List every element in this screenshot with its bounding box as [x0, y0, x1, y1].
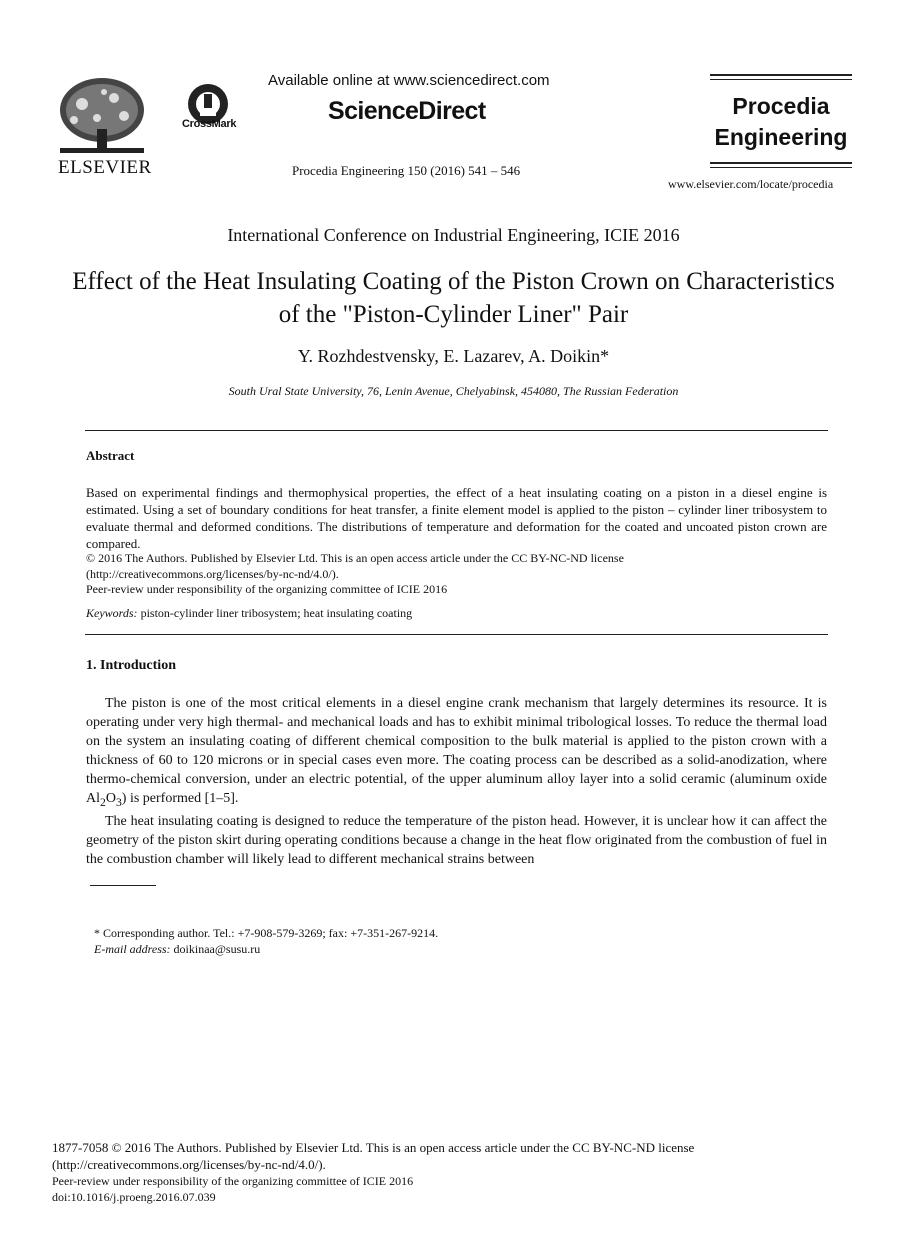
- intro-paragraph-2: The heat insulating coating is designed to reduce the temperature of the piston head. However, it is unclear how it can affect the geometry of the piston skirt during operating conditions because a change in the heat flow originated from the combustion of fuel in the combustion chamber will likely lead to different mechanical strains between: [86, 813, 827, 867]
- journal-url-link[interactable]: www.elsevier.com/locate/procedia: [668, 177, 834, 191]
- author-affiliation: South Ural State University, 76, Lenin Avenue, Chelyabinsk, 454080, The Russian Federation: [228, 384, 679, 398]
- keywords: [86, 606, 412, 621]
- license-link[interactable]: (http://creativecommons.org/licenses/by-nc-nd/4.0/).: [86, 567, 339, 581]
- footer-issn-license: 1877-7058 © 2016 The Authors. Published by Elsevier Ltd. This is an open access article under the CC BY-NC-ND license: [52, 1140, 695, 1155]
- footnote-rule: [90, 885, 156, 886]
- corresponding-author-note: * Corresponding author. Tel.: +7-908-579-3269; fax: +7-351-267-9214.: [94, 926, 439, 940]
- footer-peer-review: Peer-review under responsibility of the organizing committee of ICIE 2016: [52, 1174, 414, 1188]
- journal-name-line2: Engineering: [714, 124, 848, 150]
- crossmark-label: CrossMark: [182, 118, 237, 130]
- intro-paragraph-1: The piston is one of the most critical elements in a diesel engine crank mechanism that largely determines its resource. It is operating under very high thermal- and mechanical loads and has to exhibit minimal tribological losses. To reduce the thermal load on the system an insulating coating of different chemical composition to the bulk material is applied to the piston crown with a thickness of 60 to 120 microns or in special cases even more. The coating process can be described as a solid-anodization, where thermo-chemical conversion, under an electric potential, of the upper aluminum alloy layer into a solid ceramic (aluminum oxide $Al_2O_3$) is performed [1–5].: [86, 696, 827, 809]
- email-link[interactable]: doikinaa@susu.ru: [173, 942, 261, 956]
- available-online-text: Available online at www.sciencedirect.com: [268, 72, 550, 89]
- abstract-bottom-rule: [85, 634, 828, 635]
- abstract-body: Based on experimental findings and thermophysical properties, the effect of a heat insulating coating on a piston in a diesel engine is estimated. Using a set of boundary conditions for heat transfer, a finite element model is applied to the piston – cylinder liner tribosystem to evaluate thermal and deformed conditions. The distributions of temperature and deformation for the coated and uncoated piston crown are compared.: [86, 485, 827, 551]
- introduction-body: [86, 694, 827, 869]
- keywords-list: piston-cylinder liner tribosystem; heat insulating coating: [140, 606, 413, 620]
- keywords-label: Keywords:: [86, 606, 138, 620]
- abstract-heading: Abstract: [86, 448, 135, 463]
- journal-citation: Procedia Engineering 150 (2016) 541 – 546: [292, 163, 521, 178]
- journal-box-rule-top: [710, 74, 852, 76]
- section-heading-introduction: 1. Introduction: [86, 658, 176, 673]
- footer-license-link[interactable]: (http://creativecommons.org/licenses/by-nc-nd/4.0/).: [52, 1157, 326, 1172]
- conference-name: International Conference on Industrial Engineering, ICIE 2016: [227, 225, 680, 245]
- journal-name-line1: Procedia: [732, 93, 830, 119]
- sciencedirect-logo[interactable]: ScienceDirect: [328, 97, 486, 125]
- footer-doi[interactable]: doi:10.1016/j.proeng.2016.07.039: [52, 1190, 216, 1204]
- article-title: Effect of the Heat Insulating Coating of the Piston Crown on Characteristics of the "Piston-Cylinder Liner" Pair: [72, 268, 835, 328]
- author-list: Y. Rozhdestvensky, E. Lazarev, A. Doikin*: [297, 346, 610, 366]
- abstract-top-rule: [85, 430, 828, 431]
- corresponding-email: E-mail address: doikinaa@susu.ru: [94, 942, 261, 956]
- journal-box-rule-bottom-thin: [710, 167, 852, 168]
- copyright-notice: © 2016 The Authors. Published by Elsevier Ltd. This is an open access article under the CC BY-NC-ND license: [86, 551, 624, 565]
- elsevier-wordmark: ELSEVIER: [58, 157, 152, 178]
- journal-box-rule-bottom: [710, 162, 852, 164]
- journal-box-rule-top-thin: [710, 79, 852, 80]
- peer-review-note: Peer-review under responsibility of the organizing committee of ICIE 2016: [86, 582, 448, 596]
